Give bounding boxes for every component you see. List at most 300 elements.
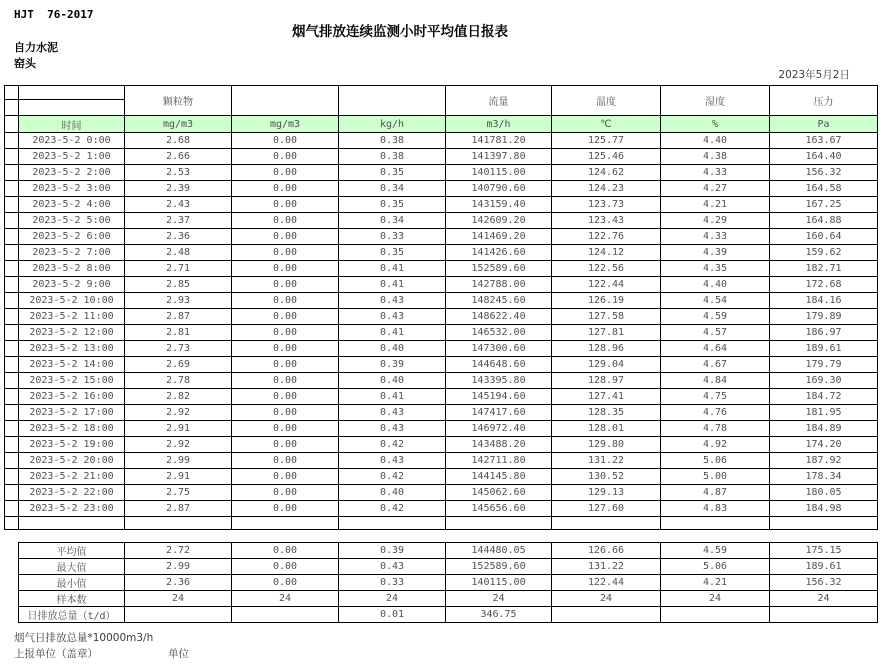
summary-table-body xyxy=(19,543,878,623)
value-cell: 159.62 xyxy=(770,245,878,261)
value-cell: 0.00 xyxy=(232,245,339,261)
summary-label: 最大值 xyxy=(19,559,125,575)
spacer-cell xyxy=(5,116,19,133)
spacer-cell xyxy=(5,100,19,116)
summary-value: 144480.05 xyxy=(446,543,552,559)
time-cell: 2023-5-2 20:00 xyxy=(19,453,125,469)
value-cell: 0.00 xyxy=(232,405,339,421)
summary-value xyxy=(552,607,661,623)
header-pressure: 压力 xyxy=(770,86,878,116)
value-cell: 0.00 xyxy=(232,181,339,197)
value-cell: 164.40 xyxy=(770,149,878,165)
summary-value: 175.15 xyxy=(770,543,878,559)
spacer-cell xyxy=(5,389,19,405)
spacer-cell xyxy=(5,485,19,501)
value-cell: 141781.20 xyxy=(446,133,552,149)
unit-mg-m3-2: mg/m3 xyxy=(232,116,339,133)
empty-cell xyxy=(232,517,339,530)
value-cell: 125.77 xyxy=(552,133,661,149)
value-cell: 0.00 xyxy=(232,453,339,469)
value-cell: 0.38 xyxy=(339,149,446,165)
value-cell: 4.33 xyxy=(661,165,770,181)
value-cell: 146972.40 xyxy=(446,421,552,437)
table-row xyxy=(5,357,878,373)
value-cell: 129.04 xyxy=(552,357,661,373)
value-cell: 123.73 xyxy=(552,197,661,213)
unit-pa: Pa xyxy=(770,116,878,133)
spacer-cell xyxy=(5,421,19,437)
value-cell: 124.12 xyxy=(552,245,661,261)
value-cell: 0.42 xyxy=(339,469,446,485)
empty-cell xyxy=(125,517,232,530)
summary-label: 平均值 xyxy=(19,543,125,559)
spacer-cell xyxy=(5,245,19,261)
summary-row xyxy=(19,591,878,607)
summary-value: 152589.60 xyxy=(446,559,552,575)
value-cell: 127.58 xyxy=(552,309,661,325)
value-cell: 140115.00 xyxy=(446,165,552,181)
report-date: 2023年5月2日 xyxy=(778,69,850,81)
value-cell: 0.00 xyxy=(232,293,339,309)
value-cell: 4.40 xyxy=(661,133,770,149)
empty-cell xyxy=(770,517,878,530)
value-cell: 2.81 xyxy=(125,325,232,341)
value-cell: 0.43 xyxy=(339,421,446,437)
time-cell: 2023-5-2 3:00 xyxy=(19,181,125,197)
unit-percent: % xyxy=(661,116,770,133)
value-cell: 4.92 xyxy=(661,437,770,453)
value-cell: 2.43 xyxy=(125,197,232,213)
time-cell: 2023-5-2 18:00 xyxy=(19,421,125,437)
value-cell: 130.52 xyxy=(552,469,661,485)
value-cell: 2.82 xyxy=(125,389,232,405)
summary-value: 24 xyxy=(339,591,446,607)
table-row xyxy=(5,421,878,437)
summary-value xyxy=(125,607,232,623)
value-cell: 0.00 xyxy=(232,421,339,437)
value-cell: 180.05 xyxy=(770,485,878,501)
value-cell: 129.13 xyxy=(552,485,661,501)
value-cell: 0.41 xyxy=(339,389,446,405)
main-table xyxy=(4,85,878,530)
value-cell: 178.34 xyxy=(770,469,878,485)
table-row xyxy=(5,485,878,501)
value-cell: 145656.60 xyxy=(446,501,552,517)
unit-kg-h: kg/h xyxy=(339,116,446,133)
value-cell: 128.01 xyxy=(552,421,661,437)
spacer-cell xyxy=(5,405,19,421)
value-cell: 0.40 xyxy=(339,485,446,501)
value-cell: 129.80 xyxy=(552,437,661,453)
value-cell: 184.72 xyxy=(770,389,878,405)
value-cell: 0.00 xyxy=(232,485,339,501)
value-cell: 4.57 xyxy=(661,325,770,341)
summary-value: 2.72 xyxy=(125,543,232,559)
value-cell: 0.35 xyxy=(339,245,446,261)
value-cell: 0.43 xyxy=(339,309,446,325)
summary-value: 24 xyxy=(552,591,661,607)
value-cell: 122.76 xyxy=(552,229,661,245)
value-cell: 0.00 xyxy=(232,165,339,181)
value-cell: 0.00 xyxy=(232,437,339,453)
time-cell: 2023-5-2 10:00 xyxy=(19,293,125,309)
empty-cell xyxy=(339,517,446,530)
summary-value: 2.99 xyxy=(125,559,232,575)
value-cell: 147417.60 xyxy=(446,405,552,421)
spacer-cell xyxy=(5,517,19,530)
value-cell: 0.00 xyxy=(232,469,339,485)
main-table-body xyxy=(5,133,878,530)
time-cell: 2023-5-2 16:00 xyxy=(19,389,125,405)
summary-value: 0.33 xyxy=(339,575,446,591)
time-cell: 2023-5-2 8:00 xyxy=(19,261,125,277)
value-cell: 128.97 xyxy=(552,373,661,389)
page-title: 烟气排放连续监测小时平均值日报表 xyxy=(292,24,508,40)
value-cell: 4.33 xyxy=(661,229,770,245)
value-cell: 184.16 xyxy=(770,293,878,309)
value-cell: 5.06 xyxy=(661,453,770,469)
table-row xyxy=(5,341,878,357)
summary-value: 0.00 xyxy=(232,543,339,559)
value-cell: 2.91 xyxy=(125,421,232,437)
header-time-lower xyxy=(19,100,125,116)
unit-mg-m3-1: mg/m3 xyxy=(125,116,232,133)
summary-value: 24 xyxy=(232,591,339,607)
time-cell: 2023-5-2 7:00 xyxy=(19,245,125,261)
value-cell: 2.87 xyxy=(125,501,232,517)
value-cell: 144648.60 xyxy=(446,357,552,373)
header-particulate: 颗粒物 xyxy=(125,86,232,116)
value-cell: 141469.20 xyxy=(446,229,552,245)
standard-number: HJT 76-2017 xyxy=(14,8,94,21)
spacer-cell xyxy=(5,309,19,325)
time-cell: 2023-5-2 22:00 xyxy=(19,485,125,501)
value-cell: 2.93 xyxy=(125,293,232,309)
value-cell: 143488.20 xyxy=(446,437,552,453)
time-cell: 2023-5-2 19:00 xyxy=(19,437,125,453)
table-row xyxy=(5,469,878,485)
value-cell: 0.00 xyxy=(232,325,339,341)
value-cell: 2.39 xyxy=(125,181,232,197)
table-row xyxy=(5,245,878,261)
value-cell: 0.00 xyxy=(232,389,339,405)
value-cell: 164.58 xyxy=(770,181,878,197)
value-cell: 144145.80 xyxy=(446,469,552,485)
time-cell: 2023-5-2 9:00 xyxy=(19,277,125,293)
value-cell: 0.00 xyxy=(232,261,339,277)
time-cell: 2023-5-2 12:00 xyxy=(19,325,125,341)
value-cell: 124.23 xyxy=(552,181,661,197)
spacer-cell xyxy=(5,197,19,213)
value-cell: 142609.20 xyxy=(446,213,552,229)
value-cell: 0.35 xyxy=(339,197,446,213)
value-cell: 0.41 xyxy=(339,277,446,293)
value-cell: 0.34 xyxy=(339,181,446,197)
value-cell: 128.35 xyxy=(552,405,661,421)
value-cell: 4.29 xyxy=(661,213,770,229)
value-cell: 172.68 xyxy=(770,277,878,293)
value-cell: 2.99 xyxy=(125,453,232,469)
value-cell: 164.88 xyxy=(770,213,878,229)
value-cell: 4.38 xyxy=(661,149,770,165)
value-cell: 2.68 xyxy=(125,133,232,149)
value-cell: 187.92 xyxy=(770,453,878,469)
value-cell: 0.00 xyxy=(232,373,339,389)
value-cell: 127.41 xyxy=(552,389,661,405)
summary-value: 2.36 xyxy=(125,575,232,591)
value-cell: 0.40 xyxy=(339,373,446,389)
value-cell: 127.60 xyxy=(552,501,661,517)
value-cell: 0.35 xyxy=(339,165,446,181)
value-cell: 152589.60 xyxy=(446,261,552,277)
summary-value: 189.61 xyxy=(770,559,878,575)
value-cell: 179.79 xyxy=(770,357,878,373)
spacer-cell xyxy=(5,341,19,357)
value-cell: 167.25 xyxy=(770,197,878,213)
value-cell: 182.71 xyxy=(770,261,878,277)
header-col2 xyxy=(232,86,339,116)
time-cell: 2023-5-2 4:00 xyxy=(19,197,125,213)
spacer-cell xyxy=(5,501,19,517)
value-cell: 4.83 xyxy=(661,501,770,517)
value-cell: 2.75 xyxy=(125,485,232,501)
value-cell: 0.43 xyxy=(339,293,446,309)
table-row xyxy=(5,261,878,277)
table-row xyxy=(5,213,878,229)
value-cell: 0.38 xyxy=(339,133,446,149)
value-cell: 0.42 xyxy=(339,437,446,453)
value-cell: 2.66 xyxy=(125,149,232,165)
value-cell: 0.00 xyxy=(232,197,339,213)
summary-value: 0.39 xyxy=(339,543,446,559)
table-row xyxy=(5,309,878,325)
time-cell: 2023-5-2 1:00 xyxy=(19,149,125,165)
report-unit-label: 上报单位（盖章） xyxy=(14,648,98,660)
value-cell: 0.00 xyxy=(232,309,339,325)
empty-cell xyxy=(661,517,770,530)
value-cell: 4.35 xyxy=(661,261,770,277)
time-cell: 2023-5-2 17:00 xyxy=(19,405,125,421)
value-cell: 4.21 xyxy=(661,197,770,213)
value-cell: 141426.60 xyxy=(446,245,552,261)
value-cell: 163.67 xyxy=(770,133,878,149)
summary-value: 24 xyxy=(125,591,232,607)
spacer-cell xyxy=(5,213,19,229)
table-row xyxy=(5,133,878,149)
value-cell: 169.30 xyxy=(770,373,878,389)
value-cell: 2.87 xyxy=(125,309,232,325)
time-cell: 2023-5-2 15:00 xyxy=(19,373,125,389)
summary-label: 日排放总量（t/d） xyxy=(19,607,125,623)
spacer-cell xyxy=(5,261,19,277)
time-cell: 2023-5-2 13:00 xyxy=(19,341,125,357)
value-cell: 4.76 xyxy=(661,405,770,421)
value-cell: 145194.60 xyxy=(446,389,552,405)
table-row xyxy=(5,405,878,421)
spacer-cell xyxy=(5,469,19,485)
summary-value: 24 xyxy=(446,591,552,607)
summary-value: 122.44 xyxy=(552,575,661,591)
summary-value xyxy=(770,607,878,623)
footer-note: 烟气日排放总量*10000m3/h xyxy=(14,632,154,644)
summary-row xyxy=(19,607,878,623)
summary-value: 0.00 xyxy=(232,575,339,591)
value-cell: 0.00 xyxy=(232,213,339,229)
summary-value xyxy=(661,607,770,623)
value-cell: 0.34 xyxy=(339,213,446,229)
summary-value: 156.32 xyxy=(770,575,878,591)
value-cell: 4.75 xyxy=(661,389,770,405)
unit-row xyxy=(5,116,878,133)
summary-value: 0.01 xyxy=(339,607,446,623)
value-cell: 143395.80 xyxy=(446,373,552,389)
summary-label: 最小值 xyxy=(19,575,125,591)
table-row xyxy=(5,181,878,197)
empty-row xyxy=(5,517,878,530)
summary-table xyxy=(18,542,878,623)
table-row xyxy=(5,373,878,389)
header-time-upper xyxy=(19,86,125,100)
spacer-cell xyxy=(5,357,19,373)
summary-label: 样本数 xyxy=(19,591,125,607)
value-cell: 4.59 xyxy=(661,309,770,325)
value-cell: 2.92 xyxy=(125,405,232,421)
value-cell: 4.64 xyxy=(661,341,770,357)
time-cell: 2023-5-2 6:00 xyxy=(19,229,125,245)
value-cell: 140790.60 xyxy=(446,181,552,197)
header-col3 xyxy=(339,86,446,116)
value-cell: 147300.60 xyxy=(446,341,552,357)
value-cell: 0.41 xyxy=(339,261,446,277)
value-cell: 4.39 xyxy=(661,245,770,261)
spacer-cell xyxy=(5,325,19,341)
table-row xyxy=(5,229,878,245)
value-cell: 2.92 xyxy=(125,437,232,453)
value-cell: 189.61 xyxy=(770,341,878,357)
summary-value: 131.22 xyxy=(552,559,661,575)
value-cell: 186.97 xyxy=(770,325,878,341)
value-cell: 2.36 xyxy=(125,229,232,245)
value-cell: 148245.60 xyxy=(446,293,552,309)
value-cell: 0.41 xyxy=(339,325,446,341)
spacer-cell xyxy=(5,86,19,100)
value-cell: 148622.40 xyxy=(446,309,552,325)
spacer-cell xyxy=(5,437,19,453)
value-cell: 4.67 xyxy=(661,357,770,373)
company-name: 自力水泥 xyxy=(14,41,58,54)
empty-cell xyxy=(446,517,552,530)
time-cell: 2023-5-2 0:00 xyxy=(19,133,125,149)
spacer-cell xyxy=(5,229,19,245)
spacer-cell xyxy=(5,373,19,389)
value-cell: 0.00 xyxy=(232,229,339,245)
station-name: 窑头 xyxy=(14,57,36,70)
value-cell: 141397.80 xyxy=(446,149,552,165)
value-cell: 143159.40 xyxy=(446,197,552,213)
spacer-cell xyxy=(5,149,19,165)
value-cell: 160.64 xyxy=(770,229,878,245)
header-group-row xyxy=(5,86,878,100)
summary-value: 24 xyxy=(661,591,770,607)
value-cell: 2.85 xyxy=(125,277,232,293)
time-cell: 2023-5-2 11:00 xyxy=(19,309,125,325)
header-humidity: 湿度 xyxy=(661,86,770,116)
time-cell: 2023-5-2 5:00 xyxy=(19,213,125,229)
unit-label: 单位 xyxy=(168,648,189,660)
value-cell: 0.00 xyxy=(232,501,339,517)
value-cell: 0.00 xyxy=(232,277,339,293)
value-cell: 4.84 xyxy=(661,373,770,389)
summary-value: 4.59 xyxy=(661,543,770,559)
value-cell: 123.43 xyxy=(552,213,661,229)
value-cell: 145062.60 xyxy=(446,485,552,501)
table-row xyxy=(5,277,878,293)
value-cell: 179.89 xyxy=(770,309,878,325)
spacer-cell xyxy=(5,293,19,309)
value-cell: 0.39 xyxy=(339,357,446,373)
summary-value: 0.00 xyxy=(232,559,339,575)
value-cell: 126.19 xyxy=(552,293,661,309)
value-cell: 0.00 xyxy=(232,149,339,165)
empty-cell xyxy=(19,517,125,530)
value-cell: 2.48 xyxy=(125,245,232,261)
table-row xyxy=(5,389,878,405)
value-cell: 122.44 xyxy=(552,277,661,293)
table-row xyxy=(5,293,878,309)
time-cell: 2023-5-2 23:00 xyxy=(19,501,125,517)
table-row xyxy=(5,325,878,341)
value-cell: 0.00 xyxy=(232,357,339,373)
value-cell: 0.43 xyxy=(339,453,446,469)
value-cell: 0.00 xyxy=(232,133,339,149)
value-cell: 184.89 xyxy=(770,421,878,437)
value-cell: 0.00 xyxy=(232,341,339,357)
summary-value xyxy=(232,607,339,623)
value-cell: 131.22 xyxy=(552,453,661,469)
summary-value: 126.66 xyxy=(552,543,661,559)
value-cell: 125.46 xyxy=(552,149,661,165)
table-row xyxy=(5,501,878,517)
value-cell: 122.56 xyxy=(552,261,661,277)
value-cell: 142788.00 xyxy=(446,277,552,293)
empty-cell xyxy=(552,517,661,530)
unit-celsius: ℃ xyxy=(552,116,661,133)
time-cell: 2023-5-2 14:00 xyxy=(19,357,125,373)
summary-row xyxy=(19,559,878,575)
summary-value: 5.06 xyxy=(661,559,770,575)
value-cell: 4.40 xyxy=(661,277,770,293)
value-cell: 0.33 xyxy=(339,229,446,245)
value-cell: 156.32 xyxy=(770,165,878,181)
value-cell: 2.73 xyxy=(125,341,232,357)
spacer-cell xyxy=(5,277,19,293)
time-cell: 2023-5-2 2:00 xyxy=(19,165,125,181)
summary-row xyxy=(19,575,878,591)
value-cell: 127.81 xyxy=(552,325,661,341)
summary-value: 346.75 xyxy=(446,607,552,623)
value-cell: 124.62 xyxy=(552,165,661,181)
value-cell: 2.53 xyxy=(125,165,232,181)
header-flow: 流量 xyxy=(446,86,552,116)
spacer-cell xyxy=(5,181,19,197)
value-cell: 128.96 xyxy=(552,341,661,357)
value-cell: 4.27 xyxy=(661,181,770,197)
table-row xyxy=(5,453,878,469)
spacer-cell xyxy=(5,133,19,149)
table-row xyxy=(5,149,878,165)
table-row xyxy=(5,197,878,213)
value-cell: 2.69 xyxy=(125,357,232,373)
